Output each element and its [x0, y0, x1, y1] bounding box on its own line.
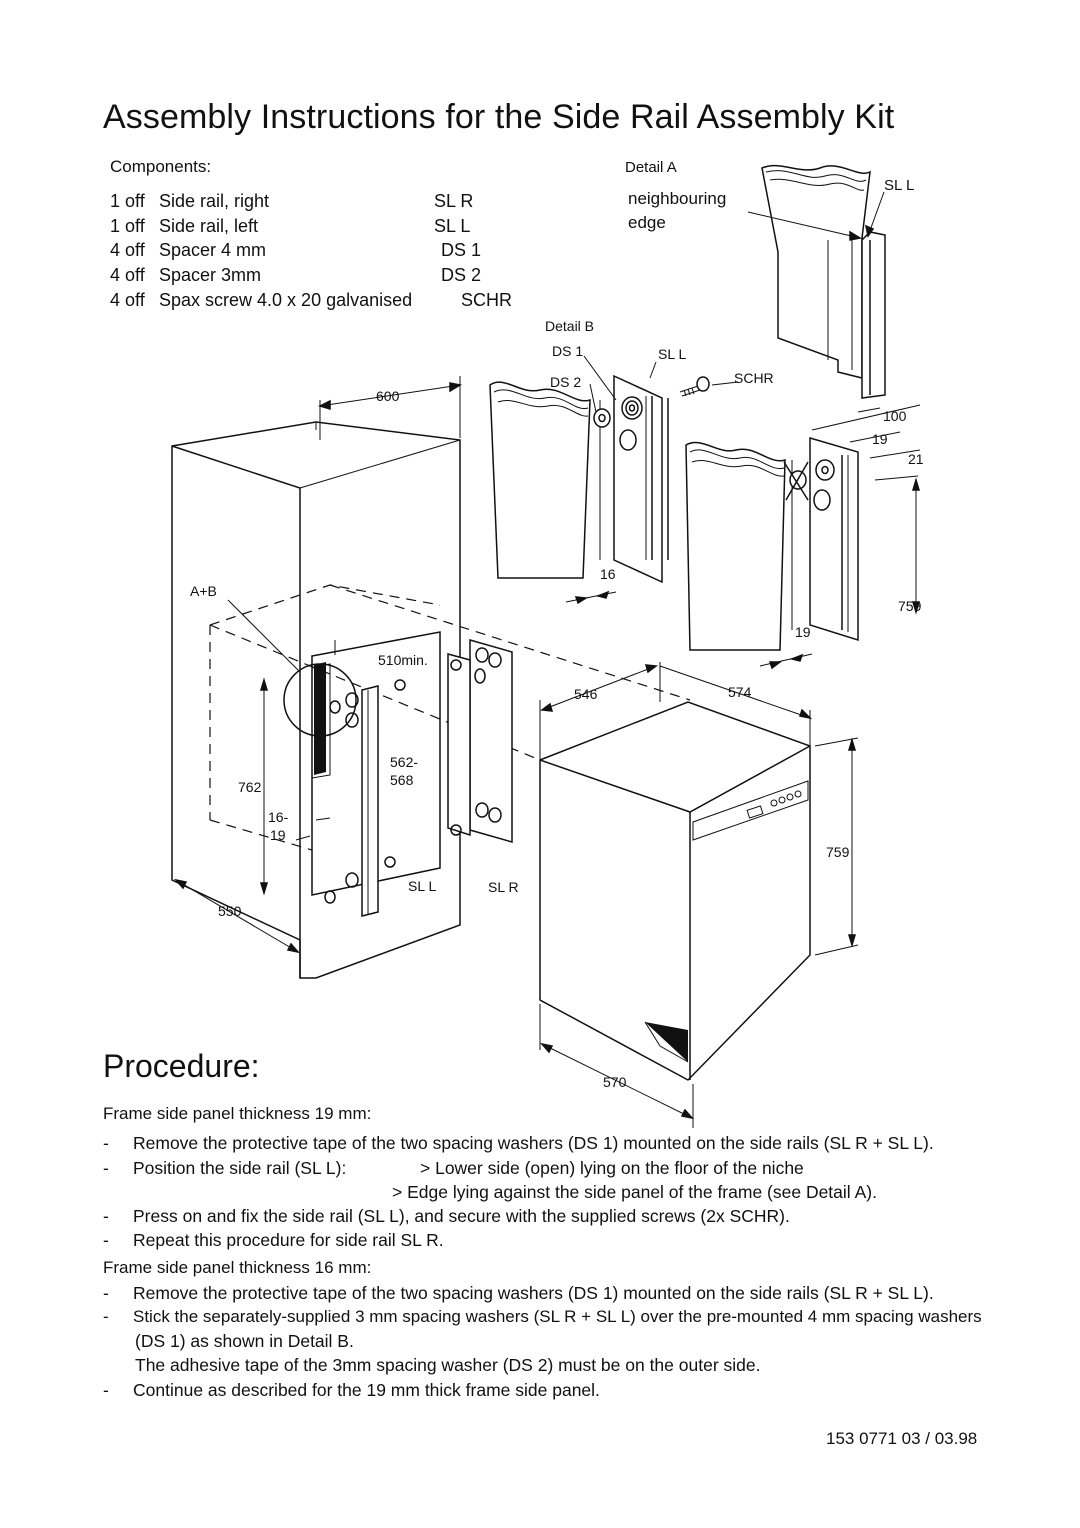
schr-label: SCHR — [734, 370, 774, 386]
component-code: DS 1 — [441, 240, 482, 260]
ds1-label: DS 1 — [552, 343, 584, 359]
neighbouring-edge-label: neighbouring — [628, 189, 727, 208]
section-19mm-heading: Frame side panel thickness 19 mm: — [103, 1104, 372, 1123]
component-code: SL L — [434, 216, 471, 236]
sl-l-label: SL L — [658, 346, 687, 362]
component-qty: 4 off — [110, 265, 145, 285]
detail-b-label: Detail B — [545, 318, 595, 334]
dimension-label: 568 — [390, 772, 414, 788]
appliance-drawing — [540, 662, 858, 1128]
sl-l-label: SL L — [884, 177, 915, 194]
component-qty: 4 off — [110, 240, 145, 260]
dimension-label: 510min. — [378, 652, 428, 668]
dimension-label: 546 — [574, 686, 598, 702]
component-code: SCHR — [461, 290, 513, 310]
dimension-label: 600 — [376, 388, 400, 404]
procedure-heading: Procedure: — [103, 1048, 260, 1084]
component-code: DS 2 — [441, 265, 482, 285]
dimension-label: 16- — [268, 809, 289, 825]
section-16mm-heading: Frame side panel thickness 16 mm: — [103, 1258, 372, 1277]
component-name: Spacer 3mm — [159, 265, 262, 285]
component-name: Side rail, left — [159, 216, 259, 236]
components-heading: Components: — [110, 157, 212, 176]
dimension-label: 21 — [908, 451, 924, 467]
list-item-continuation: (DS 1) as shown in Detail B. — [135, 1331, 354, 1351]
dimension-label: 550 — [218, 903, 242, 919]
dimension-label: 759 — [826, 844, 850, 860]
dimension-label: 574 — [728, 684, 752, 700]
component-qty: 4 off — [110, 290, 145, 310]
dimension-label: 570 — [603, 1074, 627, 1090]
position-note: > Lower side (open) lying on the floor of the niche — [420, 1158, 804, 1178]
ds2-label: DS 2 — [550, 374, 582, 390]
dimension-label: 19 — [795, 624, 811, 640]
component-qty: 1 off — [110, 216, 145, 236]
component-name: Spacer 4 mm — [159, 240, 267, 260]
dimension-label: 562- — [390, 754, 419, 770]
component-qty: 1 off — [110, 191, 145, 211]
dimension-label: 19 — [872, 431, 888, 447]
component-code: SL R — [434, 191, 474, 211]
document-number: 153 0771 03 / 03.98 — [826, 1429, 978, 1448]
detail-a-label: Detail A — [625, 159, 677, 176]
ab-label: A+B — [190, 583, 217, 599]
dimension-label: 16 — [600, 566, 616, 582]
detail-b-drawing — [490, 356, 858, 668]
component-name: Spax screw 4.0 x 20 galvanised — [159, 290, 413, 310]
page-title: Assembly Instructions for the Side Rail Assembly Kit — [103, 98, 895, 136]
dimension-label: 100 — [883, 408, 907, 424]
dimension-label: 759 — [898, 598, 922, 614]
dimension-label: 762 — [238, 779, 262, 795]
sl-r-label: SL R — [488, 879, 519, 895]
component-name: Side rail, right — [159, 191, 270, 211]
sl-l-label: SL L — [408, 878, 437, 894]
neighbouring-edge-label: edge — [628, 213, 666, 232]
adhesive-note: The adhesive tape of the 3mm spacing washer (DS 2) must be on the outer side. — [135, 1355, 761, 1375]
position-note: > Edge lying against the side panel of the frame (see Detail A). — [392, 1182, 877, 1202]
dimension-label: 19 — [270, 827, 286, 843]
